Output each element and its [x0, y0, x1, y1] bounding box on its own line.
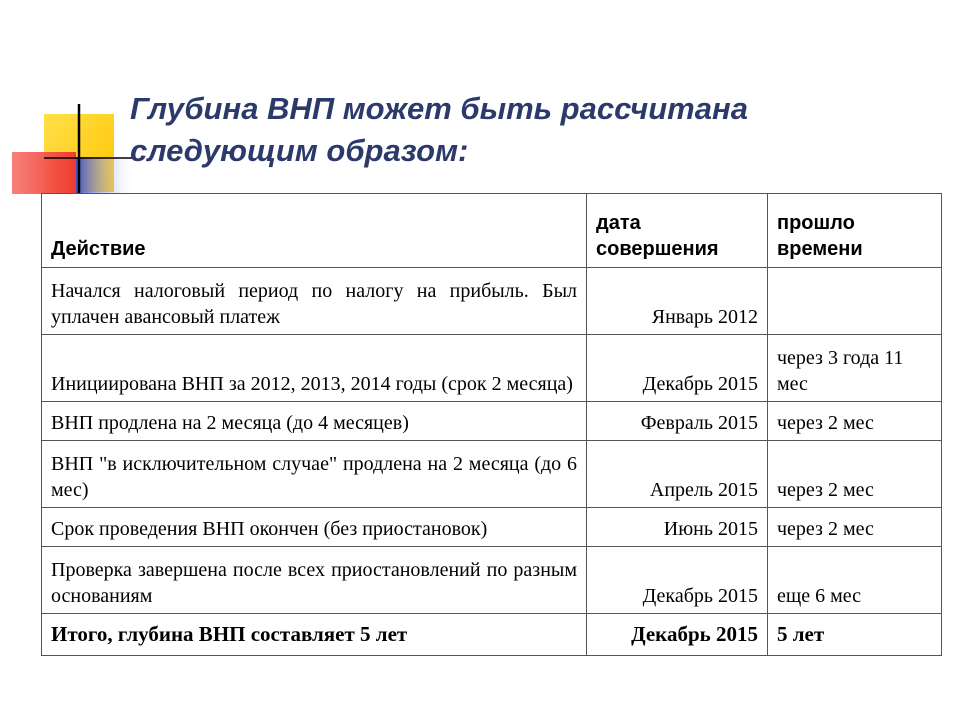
- row-date: Июнь 2015: [587, 508, 768, 547]
- total-action: Итого, глубина ВНП составляет 5 лет: [42, 614, 587, 656]
- header-action: Действие: [42, 194, 587, 268]
- row-elapsed: через 2 мес: [768, 402, 942, 441]
- vnp-depth-table: [41, 193, 942, 656]
- title-line-2: следующим образом:: [130, 133, 469, 168]
- row-action: ВНП "в исключительном случае" продлена на 2 месяца (до 6 мес): [42, 441, 587, 508]
- row-action: Инициирована ВНП за 2012, 2013, 2014 годы (срок 2 месяца): [42, 335, 587, 402]
- row-date: Декабрь 2015: [587, 335, 768, 402]
- blue-square: [74, 157, 136, 193]
- row-elapsed: [768, 268, 942, 335]
- header-elapsed-line-2: времени: [777, 238, 863, 260]
- header-elapsed: [768, 194, 942, 268]
- total-row: [42, 614, 942, 656]
- table-row: [42, 547, 942, 614]
- row-action: Начался налоговый период по налогу на прибыль. Был уплачен авансовый платеж: [42, 268, 587, 335]
- total-elapsed: 5 лет: [768, 614, 942, 656]
- row-date: Январь 2012: [587, 268, 768, 335]
- table-row: [42, 268, 942, 335]
- decorative-squares: [0, 0, 140, 200]
- header-date-line-2: совершения: [596, 238, 719, 260]
- row-action: Проверка завершена после всех приостановлений по разным основаниям: [42, 547, 587, 614]
- total-date: Декабрь 2015: [587, 614, 768, 656]
- row-elapsed: через 2 мес: [768, 441, 942, 508]
- row-elapsed: еще 6 мес: [768, 547, 942, 614]
- table-header-row: [42, 194, 942, 268]
- row-elapsed: через 3 года 11 мес: [768, 335, 942, 402]
- row-action: Срок проведения ВНП окончен (без приостановок): [42, 508, 587, 547]
- row-elapsed: через 2 мес: [768, 508, 942, 547]
- header-elapsed-line-1: прошло: [777, 212, 855, 234]
- row-action: ВНП продлена на 2 месяца (до 4 месяцев): [42, 402, 587, 441]
- title-line-1: Глубина ВНП может быть рассчитана: [130, 91, 748, 126]
- header-date-line-1: дата: [596, 212, 641, 234]
- header-date: [587, 194, 768, 268]
- row-date: Декабрь 2015: [587, 547, 768, 614]
- slide-title: [130, 88, 930, 172]
- table-row: [42, 508, 942, 547]
- row-date: Февраль 2015: [587, 402, 768, 441]
- table-row: [42, 441, 942, 508]
- table-row: [42, 335, 942, 402]
- row-date: Апрель 2015: [587, 441, 768, 508]
- table-row: [42, 402, 942, 441]
